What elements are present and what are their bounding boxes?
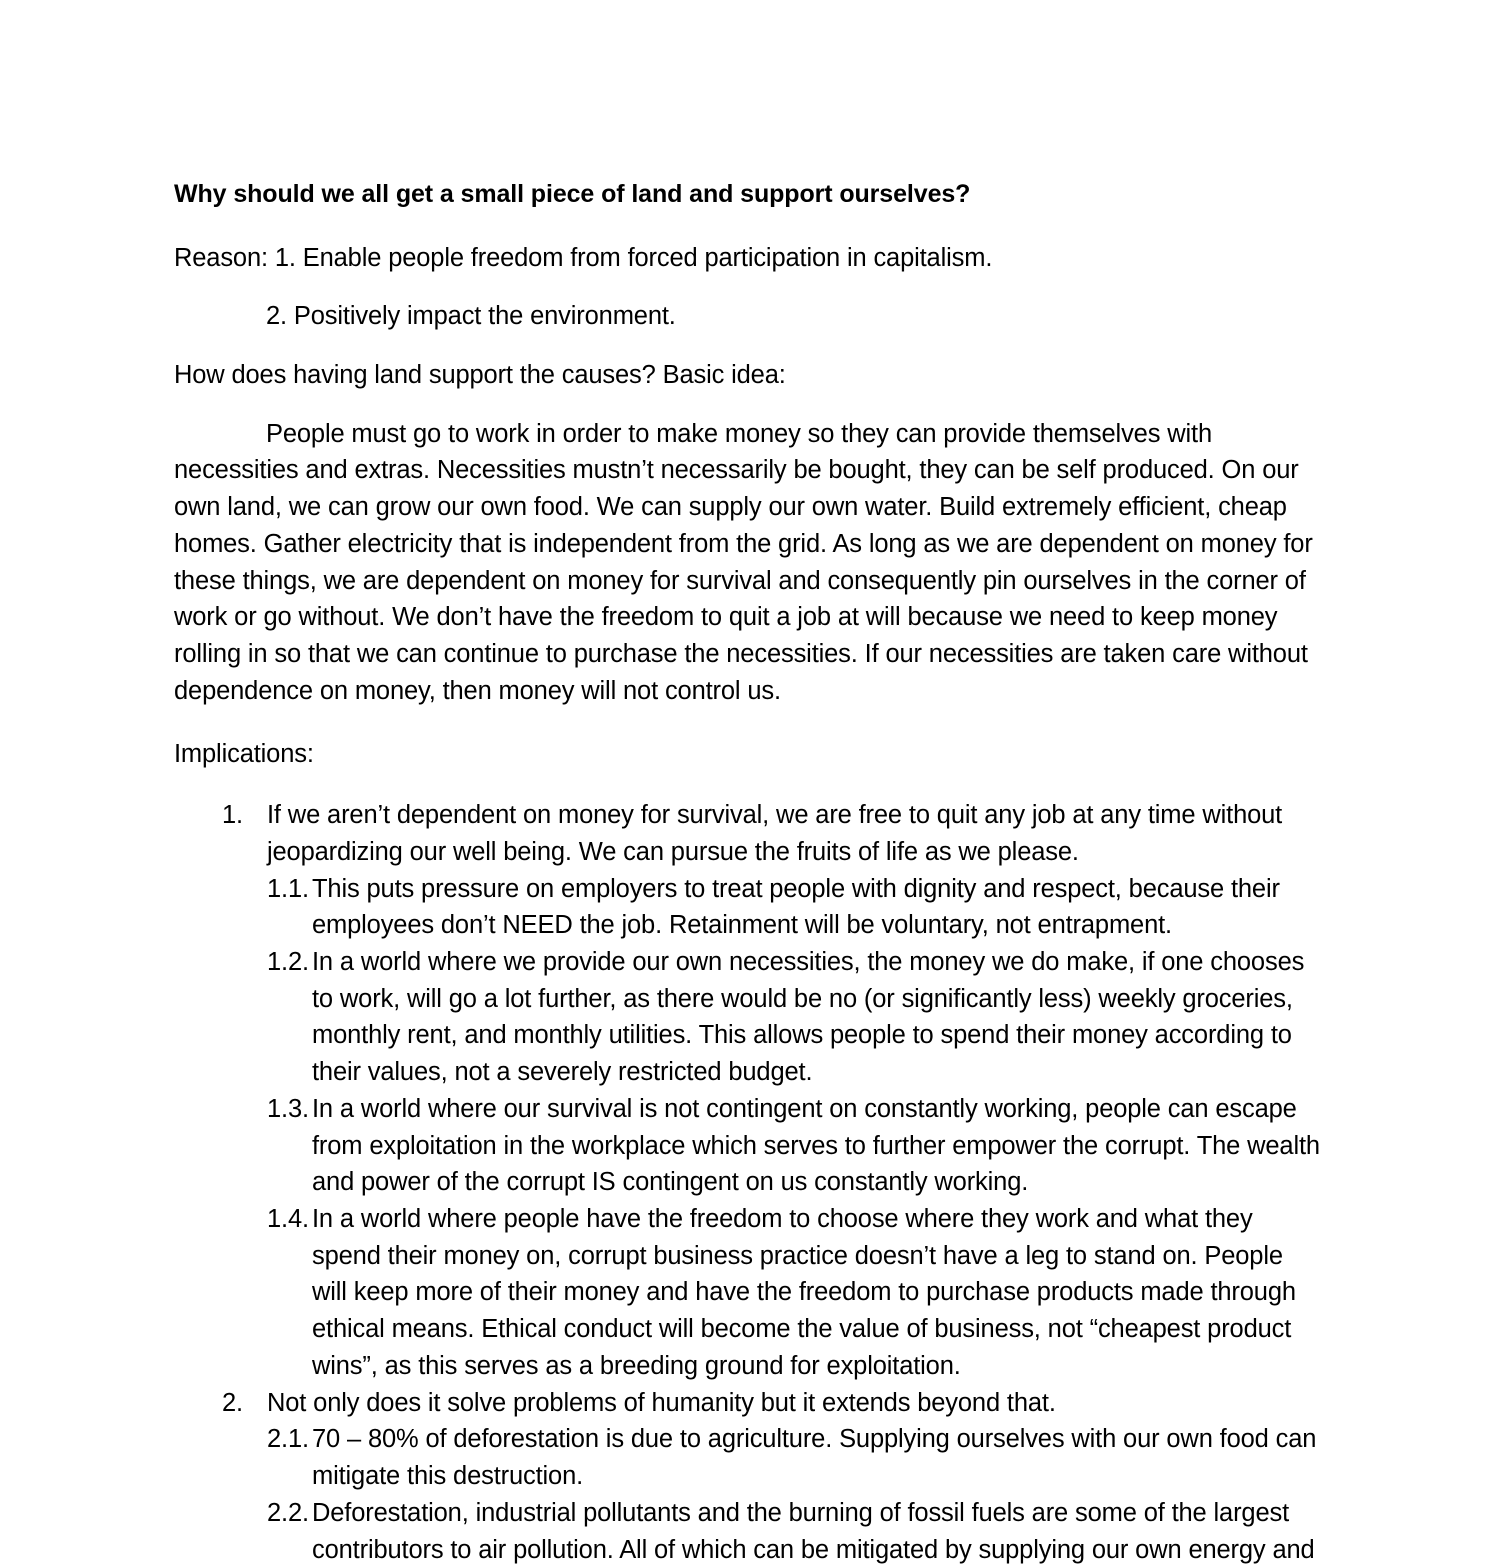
- list-marker: 1.2.: [267, 948, 309, 976]
- page-title: Why should we all get a small piece of land and support ourselves?: [174, 180, 971, 208]
- list-item-text: Not only does it solve problems of humanity but it extends beyond that.: [267, 1388, 1056, 1417]
- sublist-container: [267, 1421, 1320, 1568]
- list-item-text: In a world where people have the freedom to choose where they work and what they spend their money on, corrupt business practice doesn’t have a leg to stand on. People will keep more of their money and have the freedom to purchase products made through ethical means. Ethical conduct will become the value of business, not “cheapest product wins”, as this serves as a breeding ground for exploitation.: [312, 1205, 1296, 1380]
- list-item: [267, 944, 1320, 1091]
- list-marker: 2.2.: [267, 1498, 309, 1527]
- list-item: [174, 797, 1320, 1385]
- basic-idea-question: How does having land support the causes? Basic idea:: [174, 360, 786, 389]
- list-marker: 1.4.: [267, 1205, 309, 1234]
- list-marker: 1.3.: [267, 1094, 309, 1123]
- list-marker: 1.1.: [267, 874, 309, 903]
- document-body: [174, 178, 1320, 1568]
- list-item-text: In a world where our survival is not contingent on constantly working, people can escape from exploitation in the workplace which serves to further empower the corrupt. The wealth and power of the corrupt IS contingent on us constantly working.: [312, 1094, 1320, 1197]
- list-marker: 2.1.: [267, 1425, 309, 1454]
- sublist: [267, 1421, 1320, 1568]
- list-item-text: This puts pressure on employers to treat people with dignity and respect, because their employees don’t NEED the job. Retainment will be voluntary, not entrapment.: [312, 874, 1280, 940]
- body-paragraph: People must go to work in order to make money so they can provide themselves with necessities and extras. Necessities mustn’t necessarily be bought, they can be self produced. On our own land, we can grow our own food. We can supply our own water. Build extremely efficient, cheap homes. Gather electricity that is independent from the grid. As long as we are dependent on money for these things, we are dependent on money for survival and consequently pin ourselves in the corner of work or go without. We don’t have the freedom to quit a job at will because we need to keep money rolling in so that we can continue to purchase the necessities. If our necessities are taken care without dependence on money, then money will not control us.: [174, 419, 1313, 705]
- list-item: [267, 1421, 1320, 1494]
- reason-line-2: 2. Positively impact the environment.: [266, 302, 676, 331]
- list-marker: 1.: [222, 801, 243, 830]
- list-item-text: In a world where we provide our own necessities, the money we do make, if one chooses to work, will go a lot further, as there would be no (or significantly less) weekly groceries, monthly rent, and monthly utilities. This allows people to spend their money according to their values, not a severely restricted budget.: [312, 948, 1305, 1087]
- list-item: [267, 871, 1320, 944]
- list-marker: 2.: [222, 1388, 243, 1417]
- list-item: [267, 1201, 1320, 1385]
- list-item: [267, 1091, 1320, 1201]
- list-item: [174, 1385, 1320, 1568]
- sublist-container: [267, 871, 1320, 1385]
- reason-line-1: Reason: 1. Enable people freedom from forced participation in capitalism.: [174, 243, 993, 272]
- list-item-text: Deforestation, industrial pollutants and the burning of fossil fuels are some of the largest contributors to air pollution. All of which can be mitigated by supplying our own energy and: [312, 1498, 1315, 1564]
- sublist: [267, 871, 1320, 1385]
- implications-label: Implications:: [174, 740, 314, 769]
- list-item-text: If we aren’t dependent on money for survival, we are free to quit any job at any time without jeopardizing our well being. We can pursue the fruits of life as we please.: [267, 801, 1283, 866]
- implications-list: [174, 797, 1320, 1568]
- list-item: [267, 1495, 1320, 1568]
- list-item-text: 70 – 80% of deforestation is due to agriculture. Supplying ourselves with our own food can mitigate this destruction.: [312, 1425, 1317, 1491]
